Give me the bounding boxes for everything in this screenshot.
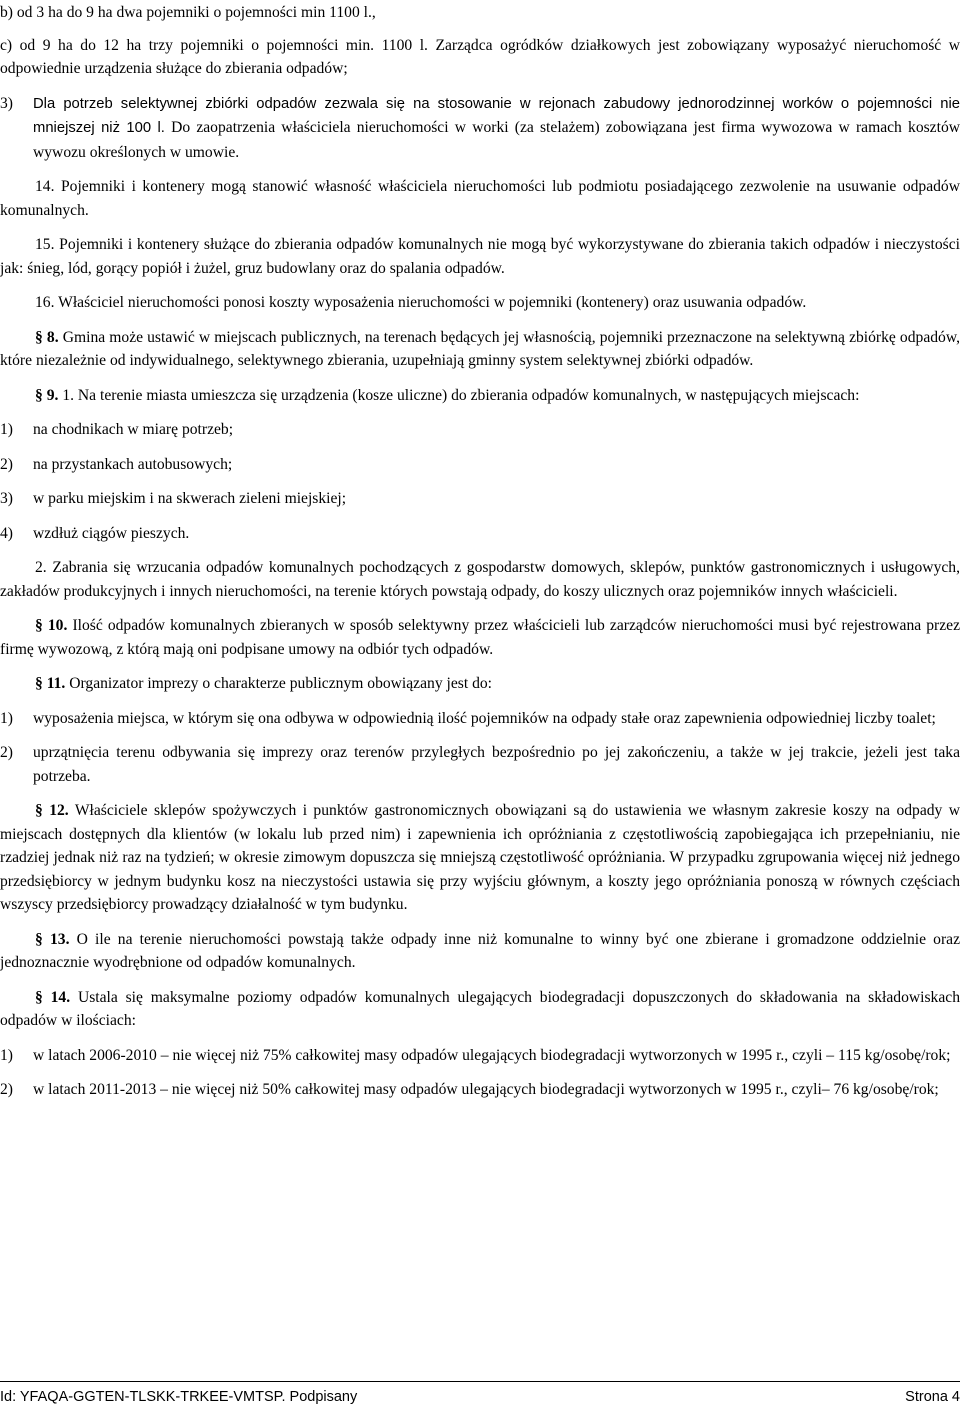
section-8 — [0, 326, 960, 373]
section-text: Ustala się maksymalne poziomy odpadów komunalnych ulegających biodegradacji dopuszczonych do składowania na składowiskach odpadów w ilościach: — [0, 988, 960, 1029]
page-footer — [0, 1381, 960, 1412]
section-symbol-number: § 10. — [35, 617, 68, 634]
page-number: Strona 4 — [905, 1389, 960, 1405]
document-id: Id: YFAQA-GGTEN-TLSKK-TRKEE-VMTSP. Podpisany — [0, 1389, 358, 1405]
paragraph-number: 16. — [35, 294, 55, 311]
clause-text: Zabrania się wrzucania odpadów komunalnych pochodzących z gospodarstw domowych, sklepów, punktów gastronomicznych i usługowych, zakładów produkcyjnych i innych nieruchomości, na terenie których powstają odpady, do koszy ulicznych oraz pojemników innych właścicieli. — [0, 559, 960, 600]
section-text: Organizator imprezy o charakterze publicznym obowiązany jest do: — [69, 675, 492, 692]
paragraph-16 — [0, 291, 960, 315]
clause-text: Na terenie miasta umieszcza się urządzenia (kosze uliczne) do zbierania odpadów komunalnych, w następujących miejscach: — [77, 386, 860, 404]
line-c: c) od 9 ha do 12 ha trzy pojemniki o pojemności min. 1100 l. Zarządca ogródków działkowych jest zobowiązany wyposażyć nieruchomość w odpowiednie urządzenia służące do zbierania odpadów; — [0, 36, 960, 77]
paragraph-14 — [0, 175, 960, 222]
list-item: 1) wyposażenia miejsca, w którym się ona odbywa w odpowiednią ilość pojemników na odpady stałe oraz zapewnienia odpowiedniej liczby toalet; — [0, 709, 936, 727]
list-item: 1) na chodnikach w miarę potrzeb; — [0, 421, 234, 438]
list-text-rest: Do zaopatrzenia właściciela nieruchomości w worki (za stelażem) zobowiązana jest firma wywozowa w ramach kosztów wywozu określonych w umowie. — [33, 119, 960, 161]
section-symbol-number: § 14. — [35, 988, 71, 1006]
paragraph-text: Właściciel nieruchomości ponosi koszty wyposażenia nieruchomości w pojemniki (kontenery) oraz usuwania odpadów. — [58, 294, 807, 311]
section-13 — [0, 928, 960, 975]
section-12 — [0, 799, 960, 917]
section-text: Gmina może ustawić w miejscach publicznych, na terenach będących jej własnością, pojemniki przeznaczone na selektywną zbiórkę odpadów, które niezależnie od indywidualnego, selektywnego zbierania, uzupełniają gminny system selektywnej zbiórki odpadów. — [0, 328, 960, 369]
list-item: 2) w latach 2011-2013 – nie więcej niż 50% całkowitej masy odpadów ulegających biodegradacji wytworzonych w 1995 r., czyli– 76 kg/osobę/rok; — [0, 1081, 939, 1098]
list-text-sans: Dla potrzeb selektywnej zbiórki odpadów zezwala się na stosowanie w rejonach zabudowy jednorodzinnej worków o pojemności nie mniejszej niż 100 l. — [33, 95, 960, 136]
line-b: b) od 3 ha do 9 ha dwa pojemniki o pojemności min 1100 l., — [0, 4, 376, 21]
section-symbol-number: § 11. — [35, 675, 66, 692]
section-text: Właściciele sklepów spożywczych i punktów gastronomicznych obowiązani są do ustawienia we własnym zakresie koszy na odpady w miejscach dostępnych dla klientów (w lokalu lub przed nim) i zapewnienia ich opróżniania z częstotliwością zapobiegająca ich przepełnianiu, nie rzadziej jednak niż raz na tydzień; w okresie zimowym dopuszcza się mniejszą częstotliwość opróżniania. W przypadku zgrupowania więcej niż jednego przedsiębiorcy w jednym budynku kosz na nieczystości ustawia się przy wyjściu głównym, a koszty jego opróżniania ponoszą w równych częściach wszyscy przedsiębiorcy prowadzący działalność w tym budynku. — [0, 802, 960, 913]
list-item: 4) wzdłuż ciągów pieszych. — [0, 524, 190, 542]
clause-9-2 — [0, 556, 960, 603]
section-11 — [0, 672, 960, 696]
section-10 — [0, 614, 960, 661]
section-symbol-number: § 8. — [35, 328, 59, 346]
list-item: 2) uprzątnięcia terenu odbywania się imprezy oraz terenów przyległych bezpośrednio po jej zakończeniu, a także w jej trakcie, jeżeli jest taka potrzeba. — [0, 744, 960, 785]
section-symbol-number: § 13. — [35, 930, 70, 948]
section-symbol-number: § 9. — [35, 386, 59, 404]
paragraph-15 — [0, 233, 960, 280]
list-item: 2) na przystankach autobusowych; — [0, 455, 233, 473]
clause-number: 2. — [35, 559, 47, 576]
section-9 — [0, 384, 960, 408]
section-symbol-number: § 12. — [35, 802, 69, 819]
section-14 — [0, 986, 960, 1033]
paragraph-number: 14. — [35, 178, 55, 195]
section-text: O ile na terenie nieruchomości powstają także odpady inne niż komunalne to winny być one zbierane i gromadzone oddzielnie oraz jednoznacznie wyodrębnione od odpadów komunalnych. — [0, 930, 960, 971]
paragraph-text: Pojemniki i kontenery mogą stanowić własność właściciela nieruchomości lub podmiotu posiadającego zezwolenie na usuwanie odpadów komunalnych. — [0, 178, 960, 219]
list-item: 3) w parku miejskim i na skwerach zieleni miejskiej; — [0, 490, 347, 507]
paragraph-text: Pojemniki i kontenery służące do zbierania odpadów komunalnych nie mogą być wykorzystywane do zbierania takich odpadów i nieczystości jak: śnieg, lód, gorący popiół i żużel, gruz budowlany oraz do spalania odpadów. — [0, 236, 960, 277]
list-text — [33, 92, 960, 165]
section-text: Ilość odpadów komunalnych zbieranych w sposób selektywny przez właścicieli lub zarządców nieruchomości musi być rejestrowana przez firmę wywozową, z którą mają oni podpisane umowy na odbiór tych odpadów. — [0, 617, 960, 658]
list-item: 1) w latach 2006-2010 – nie więcej niż 75% całkowitej masy odpadów ulegających biodegradacji wytworzonych w 1995 r., czyli – 115 kg/osobę/rok; — [0, 1046, 951, 1064]
paragraph-number: 15. — [35, 236, 55, 253]
list-item-3 — [0, 92, 960, 165]
list-number: 3) — [0, 94, 13, 112]
clause-number: 1. — [62, 386, 75, 404]
